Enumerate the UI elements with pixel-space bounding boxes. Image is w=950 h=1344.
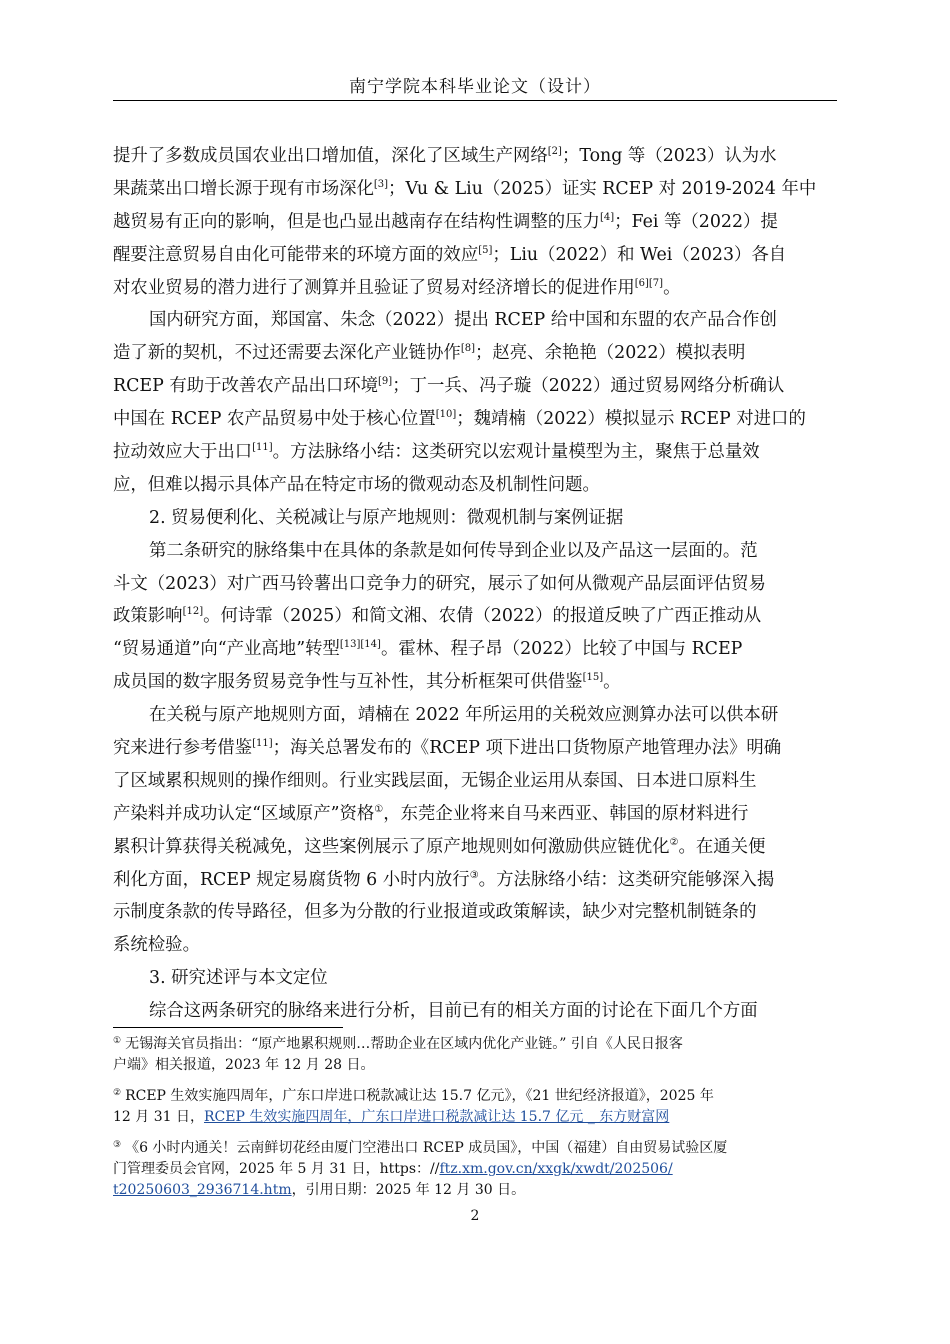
citation-mark: [8] xyxy=(460,343,475,355)
body-line-text: ，东莞企业将来自马来西亚、韩国的原材料进行 xyxy=(383,803,749,824)
citation-mark: [4] xyxy=(599,211,615,223)
body-line-text: 。方法脉络小结：这类研究能够深入揭 xyxy=(478,869,775,890)
citation-mark: [5] xyxy=(478,244,493,256)
body-line-text: ；海关总署发布的《RCEP 项下进出口货物原产地管理办法》明确 xyxy=(272,738,782,759)
footnote-link[interactable]: ftz.xm.gov.cn/xxgk/xwdt/202506/ xyxy=(439,1161,673,1177)
footnote xyxy=(113,1138,837,1201)
body-line-text: 。 xyxy=(603,672,621,693)
body-line-text: 。 xyxy=(663,277,681,298)
body-line xyxy=(113,173,837,206)
footnote-text: RCEP 生效实施四周年，广东口岸进口税款减让达 15.7 亿元》，《21 世纪经济报道》，2025 年 xyxy=(125,1088,714,1104)
body-line xyxy=(113,896,837,929)
body-line-text: 国内研究方面，郑国富、朱念（2022）提出 RCEP 给中国和东盟的农产品合作创 xyxy=(149,310,777,331)
body-line-text: 斗文（2023）对广西马铃薯出口竞争力的研究，展示了如何从微观产品层面评估贸易 xyxy=(113,573,766,594)
header-rule xyxy=(113,100,837,101)
body-line xyxy=(113,337,837,370)
body-line-text: ；Fei 等（2022）提 xyxy=(614,211,778,232)
body-line xyxy=(113,436,837,469)
footnotes xyxy=(113,1034,837,1211)
body-line-text: 综合这两条研究的脉络来进行分析，目前已有的相关方面的讨论在下面几个方面 xyxy=(149,1001,758,1022)
body-line-text: 第二条研究的脉络集中在具体的条款是如何传导到企业以及产品这一层面的。范 xyxy=(149,540,758,561)
footnote-text: 《6 小时内通关！云南鲜切花经由厦门空港出口 RCEP 成员国》，中国（福建）自由贸易试验区厦 xyxy=(125,1140,728,1156)
body-line xyxy=(113,798,837,831)
body-line xyxy=(113,633,837,666)
footnote-line xyxy=(113,1086,837,1107)
citation-mark: [2] xyxy=(547,146,562,157)
body-line-text: ；Tong 等（2023）认为水 xyxy=(561,146,777,166)
body-line xyxy=(113,864,837,897)
body-line xyxy=(113,831,837,864)
body-line xyxy=(113,995,837,1028)
body-line-text: 醒要注意贸易自由化可能带来的环境方面的效应 xyxy=(113,244,479,265)
body-line xyxy=(113,732,837,765)
citation-mark: [10] xyxy=(435,409,457,421)
body-line-text: 提升了多数成员国农业出口增加值，深化了区域生产网络 xyxy=(113,146,548,166)
body-line xyxy=(113,140,837,173)
body-line-text: 2. 贸易便利化、关税减让与原产地规则：微观机制与案例证据 xyxy=(149,507,624,528)
citation-mark: ① xyxy=(374,803,384,815)
citation-mark: [11] xyxy=(252,442,273,454)
body-line xyxy=(113,206,837,239)
body-line xyxy=(113,699,837,732)
citation-mark: [3] xyxy=(373,178,389,190)
citation-mark: [13][14] xyxy=(339,639,381,651)
body-line xyxy=(113,469,837,502)
page-number: 2 xyxy=(470,1208,480,1224)
citation-mark: [6][7] xyxy=(634,277,664,289)
citation-mark: [12] xyxy=(182,606,204,618)
body-line-text: 示制度条款的传导路径，但多为分散的行业报道或政策解读，缺少对完整机制链条的 xyxy=(113,902,757,923)
citation-mark: [9] xyxy=(378,376,393,388)
body-line-text: 应，但难以揭示具体产品在特定市场的微观动态及机制性问题。 xyxy=(113,474,600,495)
body-line-text: 中国在 RCEP 农产品贸易中处于核心位置 xyxy=(113,409,436,430)
body-line xyxy=(113,370,837,403)
body-line-text: 。何诗霏（2025）和简文湘、农倩（2022）的报道反映了广西正推动从 xyxy=(203,606,762,627)
footnote-mark: ③ xyxy=(113,1140,122,1150)
body-line-text: 。方法脉络小结：这类研究以宏观计量模型为主，聚焦于总量效 xyxy=(272,442,760,463)
body-line-text: 在关税与原产地规则方面，靖楠在 2022 年所运用的关税效应测算办法可以供本研 xyxy=(149,705,779,726)
body-line xyxy=(113,403,837,436)
body-line-text: 累积计算获得关税减免，这些案例展示了原产地规则如何激励供应链优化 xyxy=(113,836,670,857)
body-line-text: 对农业贸易的潜力进行了测算并且验证了贸易对经济增长的促进作用 xyxy=(113,277,635,298)
footnote-separator xyxy=(113,1027,343,1028)
body-line xyxy=(113,502,837,535)
footnote-text: 户端》相关报道，2023 年 12 月 28 日。 xyxy=(113,1057,375,1073)
body-line xyxy=(113,962,837,995)
body-line-text: ；丁一兵、冯子璇（2022）通过贸易网络分析确认 xyxy=(392,376,785,397)
body-text xyxy=(113,140,837,1028)
body-line-text: ；赵亮、余艳艳（2022）模拟表明 xyxy=(475,343,746,364)
footnote-text: 12 月 31 日， xyxy=(113,1109,204,1125)
page-header-title: 南宁学院本科毕业论文（设计） xyxy=(349,77,601,97)
citation-mark: ② xyxy=(669,836,679,848)
body-line-text: 了区域累积规则的操作细则。行业实践层面，无锡企业运用从泰国、日本进口原料生 xyxy=(113,770,757,791)
body-line xyxy=(113,239,837,272)
body-line-text: 。霍林、程子昂（2022）比较了中国与 RCEP xyxy=(380,639,743,660)
footnote-text: 门管理委员会官网，2025 年 5 月 31 日，https：// xyxy=(113,1161,440,1177)
body-line-text: 越贸易有正向的影响，但是也凸显出越南存在结构性调整的压力 xyxy=(113,211,600,232)
footnote-line xyxy=(113,1055,837,1076)
footnote-line xyxy=(113,1107,837,1128)
footnote-line xyxy=(113,1180,837,1201)
footnote-line xyxy=(113,1159,837,1180)
body-line xyxy=(113,272,837,305)
body-line-text: 造了新的契机，不过还需要去深化产业链协作 xyxy=(113,343,461,364)
body-line-text: 政策影响 xyxy=(113,606,183,627)
footnote xyxy=(113,1086,837,1128)
footnote-link[interactable]: t20250603_2936714.htm xyxy=(113,1182,292,1198)
body-line-text: 。在通关便 xyxy=(678,836,766,857)
footnote-mark: ② xyxy=(113,1088,122,1098)
body-line-text: 果蔬菜出口增长源于现有市场深化 xyxy=(113,178,374,199)
body-line xyxy=(113,568,837,601)
body-line-text: 利化方面，RCEP 规定易腐货物 6 小时内放行 xyxy=(113,869,470,890)
body-line-text: 拉动效应大于出口 xyxy=(113,442,253,463)
body-line xyxy=(113,765,837,798)
body-line-text: 系统检验。 xyxy=(113,935,200,956)
body-line xyxy=(113,929,837,962)
footnote-link[interactable]: RCEP 生效实施四周年，广东口岸进口税款减让达 15.7 亿元 _ 东方财富网 xyxy=(203,1109,670,1125)
footnote-mark: ① xyxy=(113,1036,122,1046)
citation-mark: ③ xyxy=(469,869,479,881)
body-line xyxy=(113,600,837,633)
citation-mark: [11] xyxy=(252,738,273,750)
footnote-text: ，引用日期：2025 年 12 月 30 日。 xyxy=(291,1182,526,1198)
footnote-line xyxy=(113,1138,837,1159)
body-line-text: 3. 研究述评与本文定位 xyxy=(149,968,328,989)
body-line-text: ；Liu（2022）和 Wei（2023）各自 xyxy=(492,244,787,265)
body-line xyxy=(113,535,837,568)
body-line-text: “贸易通道”向“产业高地”转型 xyxy=(113,639,340,660)
body-line-text: 成员国的数字服务贸易竞争性与互补性，其分析框架可供借鉴 xyxy=(113,672,583,693)
footnote-text: 无锡海关官员指出：“原产地累积规则…帮助企业在区域内优化产业链。” 引自《人民日报客 xyxy=(125,1036,683,1052)
body-line-text: 究来进行参考借鉴 xyxy=(113,738,253,759)
body-line-text: ；魏靖楠（2022）模拟显示 RCEP 对进口的 xyxy=(456,409,806,430)
body-line-text: 产染料并成功认定“区域原产”资格 xyxy=(113,803,375,824)
footnote xyxy=(113,1034,837,1076)
citation-mark: [15] xyxy=(582,672,604,684)
body-line xyxy=(113,666,837,699)
body-line-text: ；Vu & Liu（2025）证实 RCEP 对 2019-2024 年中 xyxy=(388,178,817,199)
body-line xyxy=(113,304,837,337)
body-line-text: RCEP 有助于改善农产品出口环境 xyxy=(113,376,379,397)
footnote-line xyxy=(113,1034,837,1055)
